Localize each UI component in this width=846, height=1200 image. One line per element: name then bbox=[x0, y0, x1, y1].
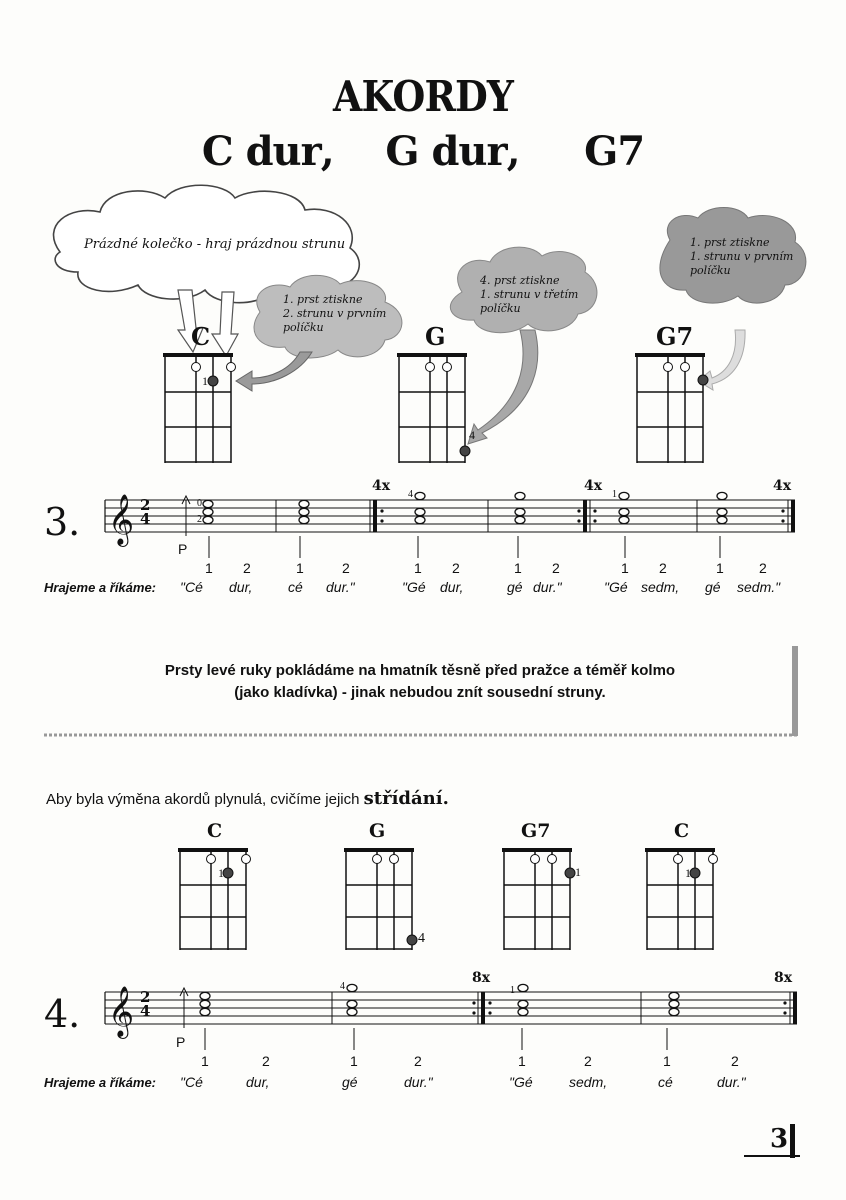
count: 2 bbox=[584, 1053, 592, 1069]
count: 1 bbox=[663, 1053, 671, 1069]
cloud-line: políčku bbox=[283, 321, 324, 334]
time-bottom: 4 bbox=[140, 510, 151, 528]
cloud-line: 1. prst ztiskne bbox=[283, 293, 363, 306]
count: 2 bbox=[759, 560, 767, 576]
chord-name-c: C bbox=[674, 820, 690, 842]
lyric-word: cé bbox=[288, 579, 303, 595]
p-mark: P bbox=[178, 541, 188, 557]
cloud-line: 2. strunu v prvním bbox=[283, 307, 387, 320]
finger-number: 1 bbox=[218, 866, 224, 880]
time-bottom: 4 bbox=[140, 1002, 151, 1020]
fingering-mark: 2 bbox=[197, 514, 202, 525]
count: 2 bbox=[262, 1053, 270, 1069]
chord-diagram-g-bottom bbox=[344, 848, 417, 950]
repeat-count: 8x bbox=[774, 970, 793, 986]
chord-diagram-g-top bbox=[397, 353, 470, 463]
repeat-count: 8x bbox=[472, 970, 491, 986]
count: 2 bbox=[414, 1053, 422, 1069]
chord-diagram-c-top bbox=[163, 353, 236, 463]
subtitle-g7: G7 bbox=[584, 128, 645, 175]
svg-text:𝄞: 𝄞 bbox=[108, 986, 135, 1037]
svg-text:𝄞: 𝄞 bbox=[108, 494, 135, 545]
finger-number: 4 bbox=[418, 931, 425, 946]
count: 1 bbox=[350, 1053, 358, 1069]
cloud-line: 1. prst ztiskne bbox=[690, 236, 770, 249]
time-signature bbox=[140, 498, 150, 526]
count: 1 bbox=[514, 560, 522, 576]
count: 2 bbox=[731, 1053, 739, 1069]
fingering-mark: 1 bbox=[510, 985, 515, 996]
count: 1 bbox=[716, 560, 724, 576]
count: 1 bbox=[621, 560, 629, 576]
lyric-label: Hrajeme a říkáme: bbox=[44, 580, 157, 595]
time-top: 2 bbox=[140, 496, 151, 514]
cloud-line: políčku bbox=[480, 302, 521, 315]
lyric-word: gé bbox=[705, 579, 721, 595]
fingering-mark: 1 bbox=[612, 489, 617, 500]
fingering-mark: 4 bbox=[340, 981, 345, 992]
chord-name-g: G bbox=[425, 322, 446, 351]
repeat-count: 4x bbox=[372, 478, 391, 494]
lyric-word: "Cé bbox=[180, 1074, 203, 1090]
lyric-word: dur." bbox=[717, 1074, 746, 1090]
subtitle-sep: , bbox=[320, 128, 334, 175]
instruction-text bbox=[46, 788, 449, 809]
subtitle-g: G dur bbox=[385, 128, 507, 175]
lyric-word: cé bbox=[658, 1074, 673, 1090]
count: 1 bbox=[205, 560, 213, 576]
cloud-open-string-text bbox=[84, 238, 354, 252]
tip-line: (jako kladívka) - jinak nebudou znít sousední struny. bbox=[234, 684, 606, 701]
repeat-count: 4x bbox=[773, 478, 792, 494]
fingering-mark: 0 bbox=[197, 498, 202, 509]
cloud-g7-tip-text bbox=[690, 236, 793, 278]
chord-name-g7: G7 bbox=[521, 820, 551, 842]
exercise-number: 4. bbox=[44, 992, 81, 1036]
exercise-number: 3. bbox=[44, 500, 81, 544]
lyric-word: "Gé bbox=[509, 1074, 533, 1090]
page-number: 3 bbox=[770, 1124, 789, 1154]
lyric-word: gé bbox=[342, 1074, 358, 1090]
finger-number: 1 bbox=[685, 866, 691, 880]
subtitle-sep: , bbox=[506, 128, 520, 175]
fingering-mark: 4 bbox=[408, 489, 413, 500]
lyric-word: sedm, bbox=[641, 579, 680, 595]
lyric-word: dur." bbox=[326, 579, 355, 595]
tip-line: Prsty levé ruky pokládáme na hmatník těsně před pražce a téměř kolmo bbox=[164, 662, 676, 679]
repeat-count: 4x bbox=[584, 478, 603, 494]
chord-diagram-c-bottom bbox=[178, 848, 251, 950]
instruction-emphasis: střídání. bbox=[363, 788, 449, 809]
subtitle-c: C dur bbox=[201, 128, 321, 175]
cloud-c-tip-text bbox=[283, 293, 386, 335]
lyric-word: sedm, bbox=[569, 1074, 608, 1090]
chord-diagram-g7-bottom bbox=[502, 848, 575, 950]
lyric-word: dur, bbox=[246, 1074, 270, 1090]
count: 2 bbox=[342, 560, 350, 576]
staff-exercise-4 bbox=[105, 984, 797, 1050]
chord-diagram-g7-top bbox=[635, 353, 708, 463]
cloud-line: 4. prst ztiskne bbox=[480, 274, 560, 287]
cloud-line: políčku bbox=[690, 264, 731, 277]
lyric-word: dur." bbox=[404, 1074, 433, 1090]
count: 2 bbox=[659, 560, 667, 576]
finger-number: 4 bbox=[469, 428, 475, 442]
chord-name-g7: G7 bbox=[656, 322, 694, 351]
lyric-word: dur." bbox=[533, 579, 562, 595]
lyric-word: "Gé bbox=[604, 579, 628, 595]
time-top: 2 bbox=[140, 988, 151, 1006]
staff-exercise-3 bbox=[105, 492, 795, 558]
cloud-line: Prázdné kolečko - hraj prázdnou strunu bbox=[84, 237, 346, 252]
p-mark: P bbox=[176, 1034, 186, 1050]
count: 1 bbox=[201, 1053, 209, 1069]
lyric-label: Hrajeme a říkáme: bbox=[44, 1075, 157, 1090]
lyric-word: gé bbox=[507, 579, 523, 595]
chord-name-c: C bbox=[207, 820, 223, 842]
count: 1 bbox=[414, 560, 422, 576]
finger-number: 1 bbox=[202, 374, 208, 388]
count: 1 bbox=[518, 1053, 526, 1069]
chord-diagram-c-bottom-2 bbox=[645, 848, 718, 950]
time-signature bbox=[140, 990, 150, 1018]
lyric-word: "Cé bbox=[180, 579, 203, 595]
cloud-line: 1. strunu v prvním bbox=[690, 250, 794, 263]
cloud-g-tip-text bbox=[480, 274, 578, 316]
count: 1 bbox=[296, 560, 304, 576]
lyric-word: "Gé bbox=[402, 579, 426, 595]
chord-name-g: G bbox=[369, 820, 386, 842]
lyric-word: dur, bbox=[440, 579, 464, 595]
count: 2 bbox=[243, 560, 251, 576]
chord-name-c: C bbox=[191, 322, 211, 351]
page-title: AKORDY bbox=[333, 72, 513, 121]
count: 2 bbox=[552, 560, 560, 576]
lyric-word: dur, bbox=[229, 579, 253, 595]
count: 2 bbox=[452, 560, 460, 576]
tip-box bbox=[44, 660, 796, 704]
lyric-word: sedm." bbox=[737, 579, 781, 595]
instruction-main: Aby byla výměna akordů plynulá, cvičíme jejich bbox=[46, 791, 360, 808]
cloud-line: 1. strunu v třetím bbox=[480, 288, 579, 301]
finger-number: 1 bbox=[575, 865, 581, 879]
